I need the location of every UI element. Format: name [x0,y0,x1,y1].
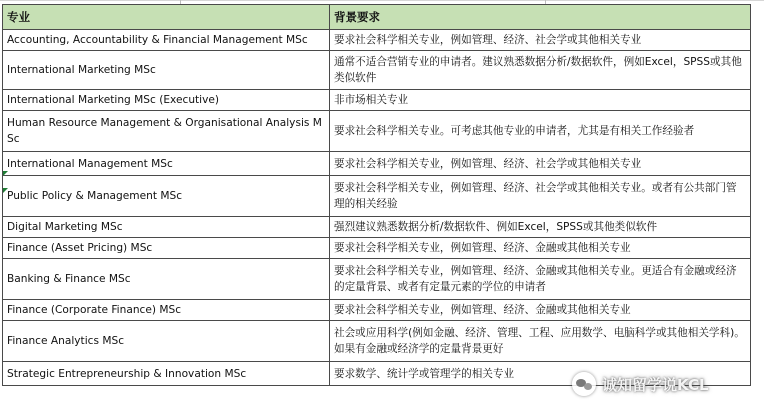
cell-requirement[interactable]: 要求社会科学相关专业，例如管理、经济、金融或其他相关专业。更适合有金融或经济的定量背景、或者有定量元素的学位的申请者 [330,259,751,300]
cell-program[interactable]: International Marketing MSc (Executive) [3,90,330,111]
table-row [3,259,751,300]
table-row [3,217,751,238]
cell-program[interactable]: Banking & Finance MSc [3,259,330,300]
cell-program[interactable]: Finance Analytics MSc [3,321,330,362]
cell-requirement[interactable]: 社会或应用科学(例如金融、经济、管理、工程、应用数学、电脑科学或其他相关学科)。如果有金融或经济学的定量背景更好 [330,321,751,362]
cell-program[interactable]: International Marketing MSc [3,51,330,90]
cell-requirement[interactable]: 要求数学、统计学或管理学的相关专业 [330,362,751,386]
cell-requirement[interactable]: 要求社会科学相关专业，例如管理、经济、金融或其他相关专业 [330,238,751,259]
major-requirements-table [2,4,751,386]
table-row [3,300,751,321]
cell-requirement[interactable]: 非市场相关专业 [330,90,751,111]
cell-requirement[interactable]: 要求社会科学相关专业，例如管理、经济、社会学或其他相关专业。或者有公共部门管理的相关经验 [330,176,751,217]
header-row [3,5,751,30]
cell-requirement[interactable]: 要求社会科学相关专业。可考虑其他专业的申请者，尤其是有相关工作经验者 [330,111,751,152]
cell-requirement[interactable]: 通常不适合营销专业的申请者。建议熟悉数据分析/数据软件，例如Excel，SPSS或其他类似软件 [330,51,751,90]
cell-program[interactable]: Human Resource Management & Organisational Analysis MSc [3,111,330,152]
table-row [3,238,751,259]
table-row [3,362,751,386]
table-row [3,152,751,176]
table-row [3,90,751,111]
cell-requirement[interactable]: 要求社会科学相关专业，例如管理、经济、社会学或其他相关专业 [330,152,751,176]
table-row [3,111,751,152]
watermark-text: 诚知留学说KCL [602,375,709,394]
table-row [3,321,751,362]
table-row [3,51,751,90]
cell-corner-marker [3,171,8,176]
header-cell-requirements[interactable]: 背景要求 [330,5,751,30]
header-cell-major[interactable]: 专业 [3,5,330,30]
table-row [3,30,751,51]
cell-program[interactable]: Public Policy & Management MSc [3,176,330,217]
cell-program[interactable]: Strategic Entrepreneurship & Innovation MSc [3,362,330,386]
cell-program[interactable]: International Management MSc [3,152,330,176]
table-row [3,176,751,217]
cell-requirement[interactable]: 要求社会科学相关专业，例如管理、经济、社会学或其他相关专业 [330,30,751,51]
cell-program[interactable]: Finance (Asset Pricing) MSc [3,238,330,259]
cell-program[interactable]: Accounting, Accountability & Financial Management MSc [3,30,330,51]
cell-corner-marker [3,188,8,193]
cell-requirement[interactable]: 强烈建议熟悉数据分析/数据软件、例如Excel，SPSS或其他类似软件 [330,217,751,238]
cell-program[interactable]: Finance (Corporate Finance) MSc [3,300,330,321]
cell-requirement[interactable]: 要求社会科学相关专业，例如管理、经济、金融或其他相关专业 [330,300,751,321]
cell-program[interactable]: Digital Marketing MSc [3,217,330,238]
